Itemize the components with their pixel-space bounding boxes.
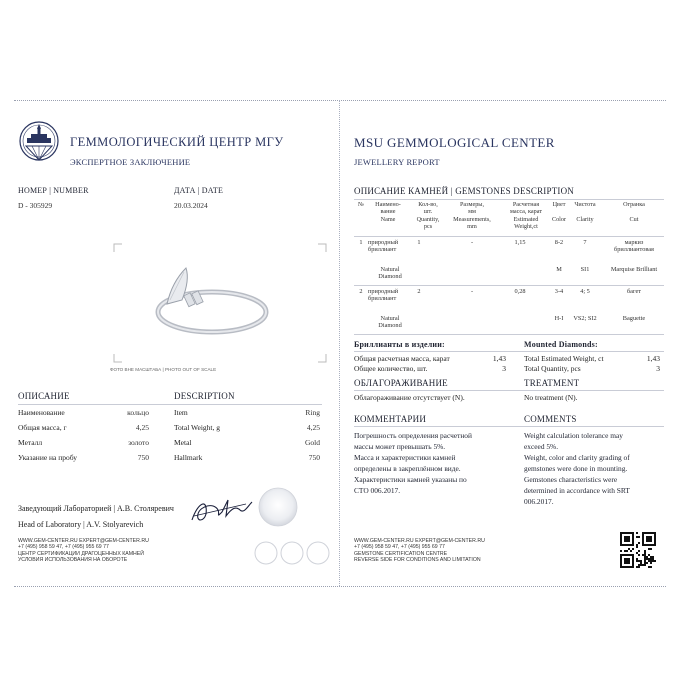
col-header-clarity-ru: Чистота <box>574 201 596 208</box>
col-header-qty-en: Quantity, pcs <box>416 216 440 231</box>
row1-weight: 1,15 <box>514 239 526 246</box>
row1-name-en: Natural Diamond <box>378 266 402 281</box>
col-header-cut-ru: Огранка <box>623 201 645 208</box>
row2-no: 2 <box>359 288 363 295</box>
description-en-title: DESCRIPTION <box>174 391 235 401</box>
col-header-clarity-en: Clarity <box>576 216 594 223</box>
comments-ru-line-4: определены в закреплённом виде. <box>354 464 461 473</box>
table-row <box>354 288 664 334</box>
comments-ru-line-1: Погрешность определения расчетной <box>354 431 472 440</box>
desc-ru-value-item: кольцо <box>127 408 149 417</box>
comments-ru-title: КОММЕНТАРИИ <box>354 414 427 424</box>
diamonds-rule <box>354 351 664 352</box>
col-header-color-en: Color <box>551 216 567 223</box>
row2-weight: 0,28 <box>514 288 526 295</box>
footer-right-line-4: REVERSE SIDE FOR CONDITIONS AND LIMITATION <box>354 556 481 563</box>
right-subtitle: JEWELLERY REPORT <box>354 157 440 167</box>
partner-logo-marks <box>252 538 334 568</box>
diamonds-ru-value-weight: 1,43 <box>492 354 506 363</box>
col-header-cut-en: Cut <box>629 216 639 223</box>
row1-clarity-ru: 7 <box>583 239 587 246</box>
row1-no: 1 <box>359 239 363 246</box>
qr-code <box>620 532 656 568</box>
row2-clarity-ru: 4; 5 <box>580 288 590 295</box>
bottom-border <box>14 586 666 587</box>
desc-ru-label-item: Наименование <box>18 408 65 417</box>
gemstones-rule <box>354 199 664 200</box>
desc-en-value-weight: 4,25 <box>306 423 320 432</box>
diamonds-ru-value-qty: 3 <box>502 364 506 373</box>
gemstones-title: ОПИСАНИЕ КАМНЕЙ | GEMSTONES DESCRIPTION <box>354 186 574 196</box>
signature-ru: Заведующий Лабораторией | А.В. Столяревич <box>18 504 174 513</box>
footer-left-line-4: УСЛОВИЯ ИСПОЛЬЗОВАНИЯ НА ОБОРОТЕ <box>18 556 128 563</box>
diamonds-ru-label-weight: Общая расчетная масса, карат <box>354 354 450 363</box>
row2-name-en: Natural Diamond <box>378 315 402 330</box>
comments-en-title: COMMENTS <box>524 414 577 424</box>
comments-en-text <box>524 430 630 507</box>
diamonds-ru-label-qty: Общее количество, шт. <box>354 364 428 373</box>
footer-right <box>354 538 485 563</box>
footer-right-line-1: WWW.GEM-CENTER.RU EXPERT@GEM-CENTER.RU <box>354 538 485 544</box>
diamonds-en-label-qty: Total Quantity, pcs <box>524 364 581 373</box>
col-header-no: № <box>358 201 364 208</box>
footer-left-line-2: +7 (495) 958 59 47, +7 (495) 955 69 77 <box>18 544 109 551</box>
number-label: НОМЕР | NUMBER <box>18 186 89 195</box>
row2-color-ru: 3-4 <box>554 288 564 295</box>
footer-left <box>18 538 149 563</box>
handwritten-signature <box>188 492 254 526</box>
date-value: 20.03.2024 <box>174 201 208 210</box>
col-header-name-en: Name <box>380 216 396 223</box>
row1-color-ru: 8-2 <box>554 239 564 246</box>
gemstones-bottom-rule <box>354 334 664 335</box>
desc-ru-label-hallmark: Указание на пробу <box>18 453 78 462</box>
treatment-ru-title: ОБЛАГОРАЖИВАНИЕ <box>354 378 448 388</box>
comments-en-line-6: determined in accordance with SRT <box>524 486 630 495</box>
desc-en-value-metal: Gold <box>305 438 320 447</box>
comments-ru-line-5: Характеристики камней указаны по <box>354 475 467 484</box>
left-title: ГЕММОЛОГИЧЕСКИЙ ЦЕНТР МГУ <box>70 135 284 149</box>
comments-ru-line-6: СТО 006.2017. <box>354 486 401 495</box>
comments-ru-line-3: Масса и характеристики камней <box>354 453 456 462</box>
table-row <box>354 239 664 285</box>
footer-right-line-2: +7 (495) 958 59 47, +7 (495) 955 69 77 <box>354 544 445 551</box>
row1-color-en: M <box>556 266 562 273</box>
row2-cut-ru: багет <box>626 288 642 295</box>
comments-en-line-3: Weight, color and clarity grading of <box>524 453 630 462</box>
row2-clarity-en: VS2; SI2 <box>573 315 597 322</box>
row2-name-ru: природный бриллиант <box>368 288 399 303</box>
footer-left-line-1: WWW.GEM-CENTER.RU EXPERT@GEM-CENTER.RU <box>18 538 149 544</box>
desc-en-value-item: Ring <box>305 408 320 417</box>
row1-cut-en: Marquise Brilliant <box>610 266 658 273</box>
desc-en-label-metal: Metal <box>174 438 192 447</box>
comments-en-line-7: 006.2017. <box>524 497 554 506</box>
row1-cut-ru: маркиз бриллиантовая <box>614 239 654 254</box>
comments-ru-line-2: массы может превышать 5%. <box>354 442 446 451</box>
right-title: MSU GEMMOLOGICAL CENTER <box>354 135 555 150</box>
desc-ru-value-metal: золото <box>128 438 149 447</box>
hologram-seal <box>258 487 298 527</box>
col-header-meas-en: Measurements, mm <box>453 216 491 231</box>
col-header-meas-ru: Размеры, мм <box>459 201 484 216</box>
diamonds-en-title: Mounted Diamonds: <box>524 340 598 349</box>
desc-en-value-hallmark: 750 <box>308 453 320 462</box>
diamonds-en-label-weight: Total Estimated Weight, ct <box>524 354 604 363</box>
row2-meas: - <box>470 288 474 295</box>
row1-name-ru: природный бриллиант <box>368 239 399 254</box>
description-ru-title: ОПИСАНИЕ <box>18 391 70 401</box>
desc-en-label-weight: Total Weight, g <box>174 423 221 432</box>
comments-en-line-1: Weight calculation tolerance may <box>524 431 623 440</box>
description-rule <box>18 404 322 405</box>
gemstones-header-rule <box>354 236 664 237</box>
treatment-en-title: TREATMENT <box>524 378 580 388</box>
col-header-weight-ru: Расчетная масса, карат <box>509 201 543 216</box>
treatment-en-text: No treatment (N). <box>524 393 578 402</box>
desc-ru-value-weight: 4,25 <box>135 423 149 432</box>
col-header-weight-en: Estimated Weight,ct <box>513 216 539 231</box>
diamonds-en-value-weight: 1,43 <box>646 354 660 363</box>
diamonds-en-value-qty: 3 <box>656 364 660 373</box>
desc-en-label-hallmark: Hallmark <box>174 453 203 462</box>
footer-left-line-3: ЦЕНТР СЕРТИФИКАЦИИ ДРАГОЦЕННЫХ КАМНЕЙ <box>18 550 144 557</box>
treatment-rule <box>354 390 664 391</box>
footer-right-line-3: GEMSTONE CERTIFICATION CENTRE <box>354 550 448 557</box>
desc-ru-value-hallmark: 750 <box>137 453 149 462</box>
comments-en-line-5: Gemstones characteristics were <box>524 475 618 484</box>
desc-ru-label-weight: Общая масса, г <box>18 423 67 432</box>
signature-en: Head of Laboratory | A.V. Stolyarevich <box>18 520 144 529</box>
top-border <box>14 100 666 101</box>
treatment-ru-text: Облагораживание отсутствует (N). <box>354 393 465 402</box>
left-subtitle: ЭКСПЕРТНОЕ ЗАКЛЮЧЕНИЕ <box>70 157 191 167</box>
row1-qty: 1 <box>417 239 421 246</box>
diamonds-ru-title: Бриллианты в изделии: <box>354 340 445 349</box>
desc-en-label-item: Item <box>174 408 188 417</box>
date-label: ДАТА | DATE <box>174 186 224 195</box>
comments-rule <box>354 426 664 427</box>
gemstones-row-rule <box>354 285 664 286</box>
gemstones-header-row <box>354 201 664 237</box>
row2-cut-en: Baguette <box>622 315 646 322</box>
row1-clarity-en: SI1 <box>580 266 590 273</box>
photo-caption: ФОТО ВНЕ МАСШТАБА | PHOTO OUT OF SCALE <box>110 367 217 372</box>
comments-ru-text <box>354 430 472 496</box>
number-value: D - 305929 <box>18 201 53 210</box>
ring-photo <box>112 242 328 364</box>
comments-en-line-4: gemstones were done in mounting. <box>524 464 628 473</box>
desc-ru-label-metal: Металл <box>18 438 43 447</box>
col-header-name-ru: Наимено- вание <box>375 201 401 216</box>
msu-logo <box>18 120 60 166</box>
col-header-qty-ru: Кол-во, шт. <box>418 201 438 216</box>
row2-color-en: H-I <box>554 315 564 322</box>
center-divider <box>339 100 340 586</box>
row1-meas: - <box>470 239 474 246</box>
row2-qty: 2 <box>417 288 421 295</box>
comments-en-line-2: exceed 5%. <box>524 442 559 451</box>
col-header-color-ru: Цвет <box>552 201 566 208</box>
